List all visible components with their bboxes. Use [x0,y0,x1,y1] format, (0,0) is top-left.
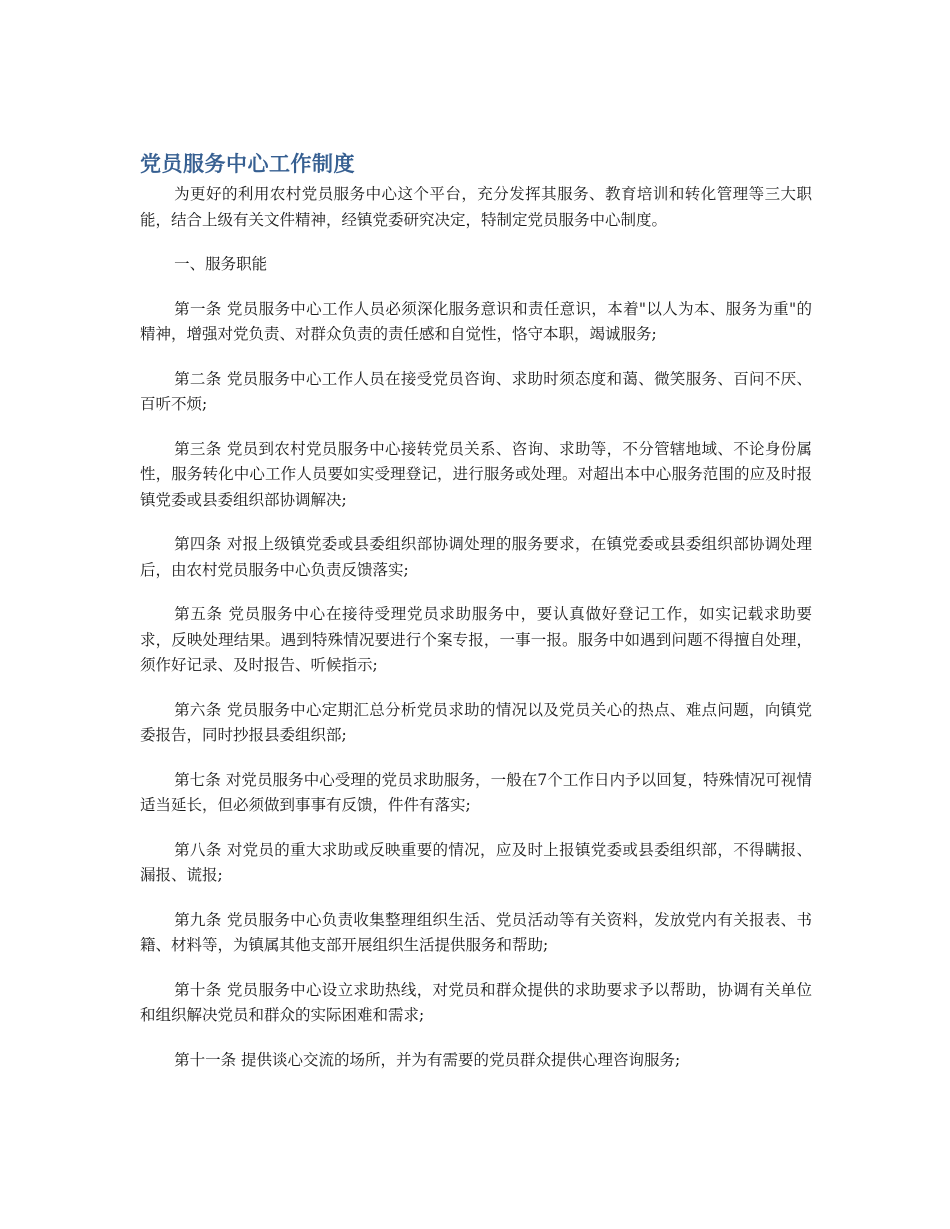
article-4: 第四条 对报上级镇党委或县委组织部协调处理的服务要求，在镇党委或县委组织部协调处理后，由农村党员服务中心负责反馈落实; [140,535,812,579]
article-7: 第七条 对党员服务中心受理的党员求助服务，一般在7个工作日内予以回复，特殊情况可视情适当延长，但必须做到事事有反馈，件件有落实; [140,770,812,814]
document-body [140,148,812,1092]
section-heading: 一、服务职能 [174,255,268,273]
article-8: 第八条 对党员的重大求助或反映重要的情况，应及时上报镇党委或县委组织部，不得瞒报、漏报、谎报; [140,840,812,884]
page-title: 党员服务中心工作制度 [140,152,355,176]
intro-paragraph: 为更好的利用农村党员服务中心这个平台，充分发挥其服务、教育培训和转化管理等三大职能，结合上级有关文件精神，经镇党委研究决定，特制定党员服务中心制度。 [140,185,812,229]
article-2: 第二条 党员服务中心工作人员在接受党员咨询、求助时须态度和蔼、微笑服务、百问不厌、百听不烦; [140,369,812,413]
article-1: 第一条 党员服务中心工作人员必须深化服务意识和责任意识，本着"以人为本、服务为重"的精神，增强对党负责、对群众负责的责任感和自觉性，恪守本职，竭诚服务; [140,299,812,343]
article-9: 第九条 党员服务中心负责收集整理组织生活、党员活动等有关资料，发放党内有关报表、书籍、材料等，为镇属其他支部开展组织生活提供服务和帮助; [140,910,812,954]
article-6: 第六条 党员服务中心定期汇总分析党员求助的情况以及党员关心的热点、难点问题，向镇党委报告，同时抄报县委组织部; [140,700,812,744]
article-3: 第三条 党员到农村党员服务中心接转党员关系、咨询、求助等，不分管辖地域、不论身份属性，服务转化中心工作人员要如实受理登记，进行服务或处理。对超出本中心服务范围的应及时报镇党委或县委组织部协调解决; [140,439,812,509]
article-11: 第十一条 提供谈心交流的场所，并为有需要的党员群众提供心理咨询服务; [174,1050,681,1069]
article-10: 第十条 党员服务中心设立求助热线，对党员和群众提供的求助要求予以帮助，协调有关单位和组织解决党员和群众的实际困难和需求; [140,980,812,1024]
article-5: 第五条 党员服务中心在接待受理党员求助服务中，要认真做好登记工作，如实记载求助要求，反映处理结果。遇到特殊情况要进行个案专报，一事一报。服务中如遇到问题不得擅自处理，须作好记录、及时报告、听候指示; [140,605,812,674]
